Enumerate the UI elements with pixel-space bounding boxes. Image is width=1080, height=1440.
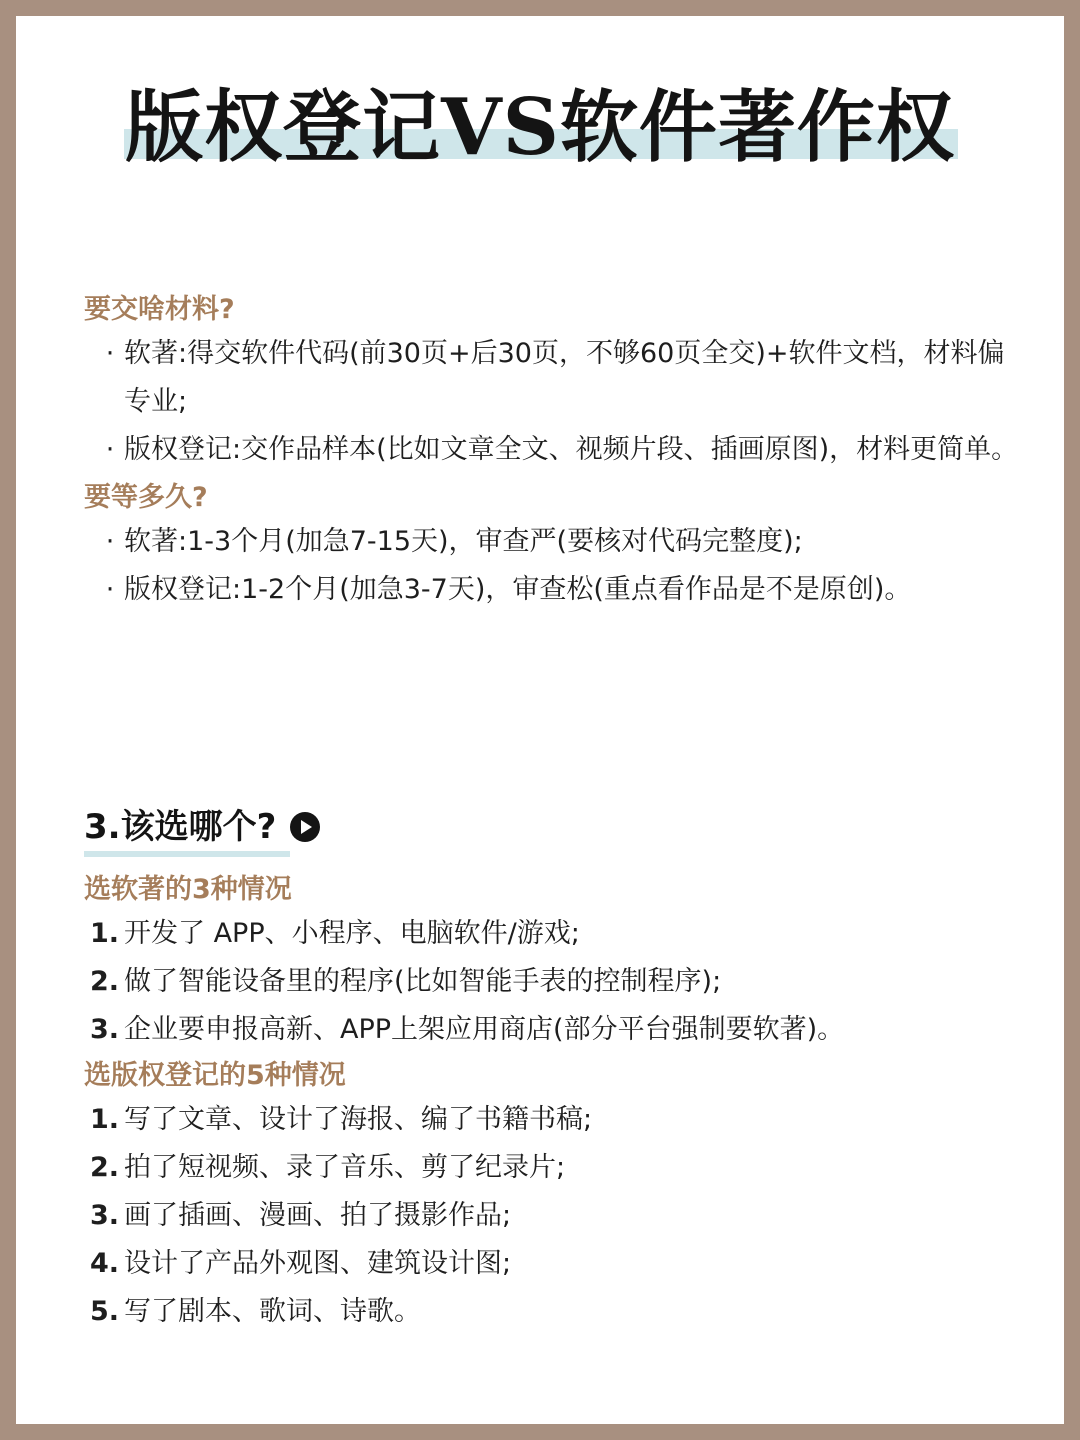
- list-number: 4.: [90, 1248, 120, 1279]
- list-item-text: 写了剧本、歌词、诗歌。: [124, 1296, 421, 1327]
- bullet-icon: ·: [105, 526, 115, 557]
- bullet-icon: ·: [105, 434, 115, 465]
- title-wrap: [16, 78, 1064, 178]
- materials-section: [84, 290, 1024, 614]
- list-item: [84, 958, 1024, 1006]
- section-title: [84, 805, 280, 849]
- list-item-text: 企业要申报高新、APP上架应用商店(部分平台强制要软著)。: [124, 1014, 845, 1045]
- page-title: 版权登记VS软件著作权: [125, 82, 955, 173]
- list-item: [84, 1006, 1024, 1054]
- list-item-text: 画了插画、漫画、拍了摄影作品;: [124, 1200, 512, 1231]
- list-item: [84, 518, 1024, 566]
- list-item-text: 设计了产品外观图、建筑设计图;: [124, 1248, 512, 1279]
- list-item-text: 版权登记:1-2个月(加急3-7天)，审查松(重点看作品是不是原创)。: [124, 574, 912, 605]
- list-item: [84, 1144, 1024, 1192]
- list-number: 3.: [90, 1200, 120, 1231]
- wait-heading: 要等多久?: [84, 482, 208, 513]
- list-item-text: 做了智能设备里的程序(比如智能手表的控制程序);: [124, 966, 722, 997]
- arrow-right-circle-icon: [290, 812, 320, 842]
- copyright-heading: 选版权登记的5种情况: [84, 1060, 346, 1091]
- software-heading: 选软著的3种情况: [84, 874, 292, 905]
- list-item-text: 软著:得交软件代码(前30页+后30页，不够60页全交)+软件文档，材料偏专业;: [124, 338, 1005, 417]
- bullet-icon: ·: [105, 338, 115, 369]
- section-title-row: [84, 802, 320, 852]
- list-number: 2.: [90, 1152, 120, 1183]
- list-item: [84, 426, 1024, 474]
- page-card: [16, 16, 1064, 1424]
- list-item: [84, 1096, 1024, 1144]
- list-number: 5.: [90, 1296, 120, 1327]
- bullet-icon: ·: [105, 574, 115, 605]
- list-item-text: 写了文章、设计了海报、编了书籍书稿;: [124, 1104, 593, 1135]
- list-item: [84, 910, 1024, 958]
- list-item-text: 软著:1-3个月(加急7-15天)，审查严(要核对代码完整度);: [124, 526, 803, 557]
- section-underline: [84, 851, 290, 857]
- list-number: 1.: [90, 918, 120, 949]
- list-item: [84, 566, 1024, 614]
- software-section: [84, 870, 1024, 1336]
- list-item-text: 开发了 APP、小程序、电脑软件/游戏;: [124, 918, 580, 949]
- list-item-text: 拍了短视频、录了音乐、剪了纪录片;: [124, 1152, 566, 1183]
- list-item-text: 版权登记:交作品样本(比如文章全文、视频片段、插画原图)，材料更简单。: [124, 434, 1019, 465]
- list-number: 3.: [90, 1014, 120, 1045]
- list-item: [84, 1240, 1024, 1288]
- list-item: [84, 1288, 1024, 1336]
- list-number: 2.: [90, 966, 120, 997]
- list-number: 1.: [90, 1104, 120, 1135]
- materials-heading: 要交啥材料?: [84, 294, 235, 325]
- list-item: [84, 1192, 1024, 1240]
- section-title-text: 3.该选哪个?: [84, 807, 277, 847]
- list-item: [84, 330, 1024, 426]
